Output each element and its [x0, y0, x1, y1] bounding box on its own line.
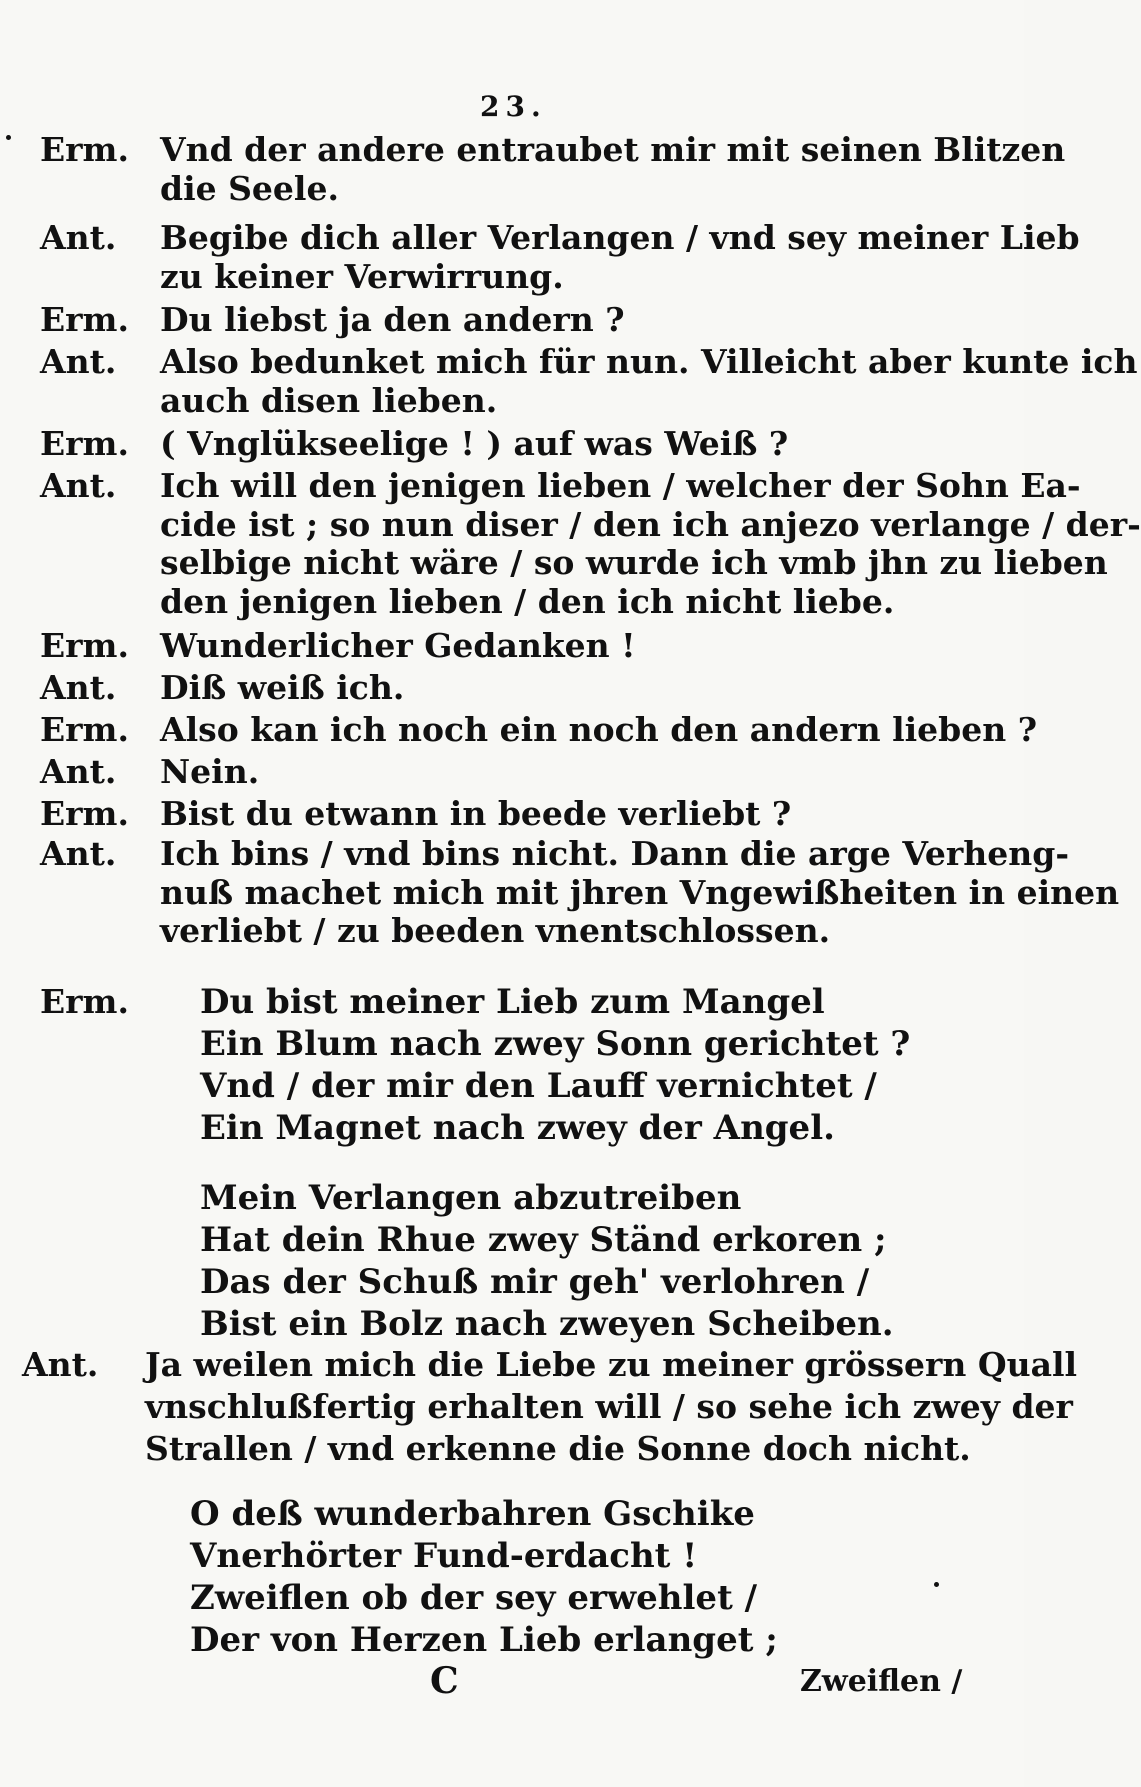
speaker-name: Erm. — [40, 626, 129, 665]
verse-line: Hat dein Rhue zwey Ständ erkoren ; — [200, 1220, 887, 1260]
dialogue-line: Nein. — [160, 752, 260, 791]
dialogue-line: die Seele. — [160, 168, 339, 208]
dialogue-line: Du liebst ja den andern ? — [160, 300, 625, 339]
speaker-name: Ant. — [40, 342, 117, 381]
speaker-name: Ant. — [40, 834, 117, 873]
speaker-name: Ant. — [40, 466, 117, 505]
dialogue-line: nuß machet mich mit jhren Vngewißheiten in einen — [160, 872, 1120, 912]
verse-line: Ein Magnet nach zwey der Angel. — [200, 1108, 835, 1148]
speaker-name: Ant. — [40, 752, 117, 791]
verse-line: Mein Verlangen abzutreiben — [200, 1178, 742, 1218]
catchword: Zweiflen / — [800, 1664, 963, 1699]
speck-mark — [934, 1582, 939, 1587]
dialogue-line: Ich bins / vnd bins nicht. Dann die arge Verheng- — [160, 834, 1070, 873]
verse-speaker: Erm. — [40, 982, 129, 1021]
dialogue-line: Begibe dich aller Verlangen / vnd sey meiner Lieb — [160, 218, 1080, 257]
dialogue-line: Vnd der andere entraubet mir mit seinen Blitzen — [160, 130, 1066, 169]
dialogue-line: vnschlußfertig erhalten will / so sehe ich zwey der — [145, 1387, 1073, 1426]
dialogue-line: zu keiner Verwirrung. — [160, 256, 564, 296]
speaker-name: Erm. — [40, 710, 129, 749]
dialogue-line: verliebt / zu beeden vnentschlossen. — [160, 911, 831, 950]
speaker-name: Erm. — [40, 424, 129, 463]
dialogue-line: Ich will den jenigen lieben / welcher der Sohn Ea- — [160, 466, 1081, 505]
dialogue-line: Diß weiß ich. — [160, 668, 405, 707]
speaker-name: Ant. — [22, 1345, 99, 1384]
verse-line: Der von Herzen Lieb erlanget ; — [190, 1620, 778, 1660]
dialogue-line: selbige nicht wäre / so wurde ich vmb jhn zu lieben — [160, 543, 1108, 582]
verse-line: Vnerhörter Fund-erdacht ! — [190, 1536, 698, 1576]
verse-line: Ein Blum nach zwey Sonn gerichtet ? — [200, 1024, 911, 1064]
speaker-name: Ant. — [40, 668, 117, 707]
dialogue-line: den jenigen lieben / den ich nicht liebe. — [160, 581, 895, 621]
speaker-name: Erm. — [40, 130, 129, 169]
verse-line: Du bist meiner Lieb zum Mangel — [200, 982, 825, 1022]
dialogue-line: Strallen / vnd erkenne die Sonne doch nicht. — [145, 1429, 971, 1468]
dialogue-line: auch disen lieben. — [160, 380, 498, 420]
dialogue-line: Also bedunket mich für nun. Villeicht aber kunte ich — [160, 342, 1138, 381]
dialogue-line: Ja weilen mich die Liebe zu meiner grössern Quall — [145, 1345, 1078, 1384]
verse-line: Das der Schuß mir geh' verlohren / — [200, 1262, 870, 1302]
page-number: 23. — [480, 90, 547, 123]
verse-line: Zweiflen ob der sey erwehlet / — [190, 1578, 758, 1618]
dialogue-line: ( Vnglükseelige ! ) auf was Weiß ? — [160, 424, 789, 463]
dialogue-line: Also kan ich noch ein noch den andern lieben ? — [160, 710, 1038, 749]
dialogue-line: cide ist ; so nun diser / den ich anjezo verlange / der- — [160, 504, 1141, 544]
speaker-name: Erm. — [40, 794, 129, 833]
dialogue-line: Bist du etwann in beede verliebt ? — [160, 794, 792, 833]
verse-line: Bist ein Bolz nach zweyen Scheiben. — [200, 1304, 894, 1344]
signature-mark: C — [430, 1660, 459, 1702]
verse-line: O deß wunderbahren Gschike — [190, 1494, 755, 1534]
dialogue-line: Wunderlicher Gedanken ! — [160, 626, 636, 665]
speaker-name: Ant. — [40, 218, 117, 257]
speaker-name: Erm. — [40, 300, 129, 339]
margin-mark — [6, 135, 11, 140]
verse-line: Vnd / der mir den Lauff vernichtet / — [200, 1066, 877, 1106]
